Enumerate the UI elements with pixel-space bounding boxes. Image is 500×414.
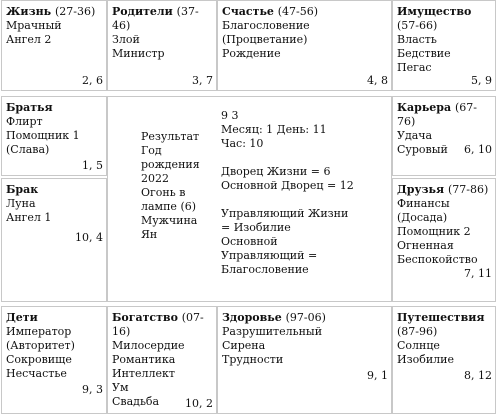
- birth-result-panel: [107, 96, 392, 302]
- palace-career: [392, 96, 496, 176]
- palace-numbers: 8, 12: [464, 369, 492, 382]
- palace-title: Карьера: [397, 101, 452, 114]
- palace-star: Луна: [6, 197, 36, 210]
- palace-title: Имущество: [397, 5, 472, 18]
- palace-happiness: [217, 0, 392, 91]
- palace-summary-column: [221, 109, 391, 277]
- palace-years: (97-06): [285, 311, 326, 324]
- summary-line: Час: 10: [221, 137, 264, 150]
- palace-star: Ангел 1: [6, 211, 52, 224]
- result-line: Мужчина: [141, 214, 198, 227]
- palace-star: (Досада): [397, 211, 448, 224]
- result-line: рождения: [141, 158, 200, 171]
- palace-years: (57-66): [397, 19, 438, 32]
- palace-numbers: 2, 6: [82, 74, 103, 87]
- palace-years: (07-16): [112, 311, 204, 338]
- result-line: лампе (6): [141, 200, 197, 213]
- result-line: Огонь в: [141, 186, 186, 199]
- birth-info-column: [141, 130, 200, 242]
- palace-numbers: 10, 4: [75, 231, 103, 244]
- palace-star: Разрушительный: [222, 325, 323, 338]
- palace-parents: [107, 0, 217, 91]
- palace-marriage: [1, 178, 107, 302]
- palace-star: (Слава): [6, 143, 50, 156]
- palace-star: Несчастье: [6, 367, 67, 380]
- palace-numbers: 5, 9: [471, 74, 492, 87]
- palace-travel: [392, 306, 496, 414]
- palace-wealth: [107, 306, 217, 414]
- palace-star: Сирена: [222, 339, 266, 352]
- summary-line: Месяц: 1 День: 11: [221, 123, 327, 136]
- palace-title: Дети: [6, 311, 38, 324]
- summary-line: Основной: [221, 235, 278, 248]
- palace-title: Братья: [6, 101, 53, 114]
- palace-star: Власть: [397, 33, 437, 46]
- palace-star: Злой: [112, 33, 140, 46]
- palace-years: (47-56): [277, 5, 319, 18]
- palace-star: Удача: [397, 129, 433, 142]
- summary-line: Дворец Жизни = 6: [221, 165, 331, 178]
- palace-star: Ангел 2: [6, 33, 52, 46]
- summary-line: Основной Дворец = 12: [221, 179, 354, 192]
- palace-title: Счастье: [222, 5, 274, 18]
- result-line: Ян: [141, 228, 158, 241]
- palace-title: Родители: [112, 5, 173, 18]
- palace-star: Изобилие: [397, 353, 454, 366]
- palace-star: Ум: [112, 381, 129, 394]
- palace-title: Богатство: [112, 311, 178, 324]
- result-line: 2022: [141, 172, 169, 185]
- summary-spacer: [221, 151, 391, 165]
- summary-line: Управляющий Жизни: [221, 207, 349, 220]
- palace-star: Флирт: [6, 115, 43, 128]
- palace-star: Пегас: [397, 61, 432, 74]
- palace-star: Свадьба: [112, 395, 160, 408]
- palace-title: Жизнь: [6, 5, 52, 18]
- palace-numbers: 7, 11: [464, 267, 492, 280]
- palace-star: Министр: [112, 47, 165, 60]
- palace-star: Мрачный: [6, 19, 62, 32]
- summary-line: = Изобилие: [221, 221, 291, 234]
- palace-numbers: 1, 5: [82, 159, 103, 172]
- palace-years: (67-76): [397, 101, 477, 128]
- result-line: Год: [141, 144, 162, 157]
- palace-numbers: 4, 8: [367, 74, 388, 87]
- palace-years: (77-86): [447, 183, 489, 196]
- summary-line: Благословение: [221, 263, 309, 276]
- summary-line: 9 3: [221, 109, 239, 122]
- palace-star: Сокровище: [6, 353, 72, 366]
- result-line: Результат: [141, 130, 200, 143]
- palace-star: Финансы: [397, 197, 450, 210]
- palace-numbers: 3, 7: [192, 74, 213, 87]
- palace-star: Милосердие: [112, 339, 185, 352]
- palace-title: Друзья: [397, 183, 445, 196]
- palace-star: (Авторитет): [6, 339, 75, 352]
- summary-spacer: [221, 193, 391, 207]
- palace-property: [392, 0, 496, 91]
- palace-star: Помощник 1: [6, 129, 80, 142]
- palace-star: Интеллект: [112, 367, 175, 380]
- palace-star: Благословение (Процветание): [222, 19, 310, 46]
- palace-title: Брак: [6, 183, 39, 196]
- palace-star: Беспокойство: [397, 253, 478, 266]
- palace-star: Солнце: [397, 339, 440, 352]
- palace-numbers: 9, 1: [367, 369, 388, 382]
- palace-star: Романтика: [112, 353, 176, 366]
- palace-numbers: 10, 2: [185, 397, 213, 410]
- palace-numbers: 6, 10: [464, 143, 492, 156]
- palace-years: (27-36): [54, 5, 96, 18]
- summary-line: Управляющий =: [221, 249, 318, 262]
- palace-life: [1, 0, 107, 91]
- palace-years: (37-46): [112, 5, 199, 32]
- palace-star: Бедствие: [397, 47, 451, 60]
- palace-star: Помощник 2: [397, 225, 471, 238]
- palace-title: Путешествия: [397, 311, 485, 324]
- palace-star: Рождение: [222, 47, 281, 60]
- palace-title: Здоровье: [222, 311, 282, 324]
- palace-star: Огненная: [397, 239, 454, 252]
- palace-numbers: 9, 3: [82, 383, 103, 396]
- palace-years: (87-96): [397, 325, 438, 338]
- palace-star: Трудности: [222, 353, 284, 366]
- palace-siblings: [1, 96, 107, 176]
- palace-star: Суровый: [397, 143, 448, 156]
- palace-friends: [392, 178, 496, 302]
- palace-children: [1, 306, 107, 414]
- palace-star: Император: [6, 325, 72, 338]
- palace-health: [217, 306, 392, 414]
